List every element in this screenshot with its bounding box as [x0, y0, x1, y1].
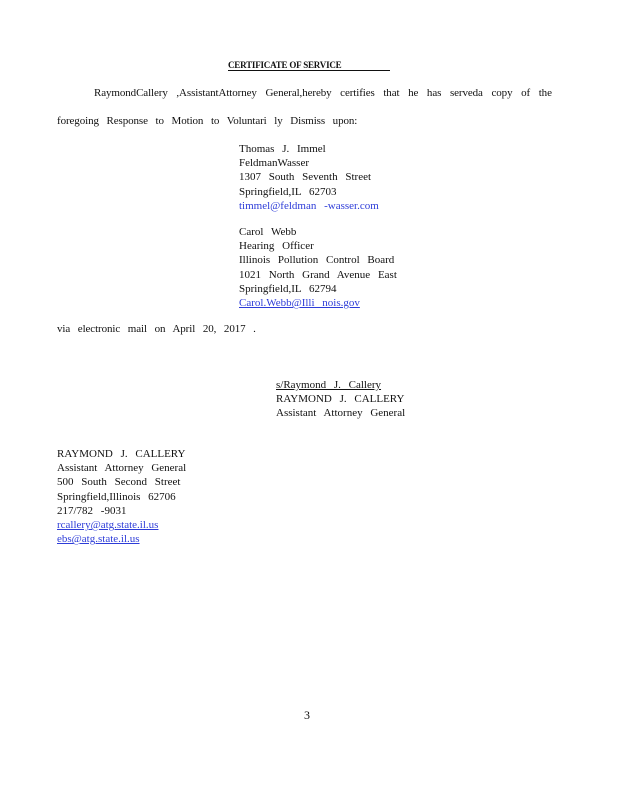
signature-name: RAYMOND J. CALLERY: [276, 393, 405, 406]
hearing-officer-street: 1021 North Grand Avenue East: [239, 268, 397, 281]
sender-phone: 217/782 -9031: [57, 504, 127, 517]
recipient-name: Thomas J. Immel: [239, 143, 326, 155]
intro-line-1: RaymondCallery ,AssistantAttorney General,hereby certifies that he has serveda copy of the: [94, 87, 552, 99]
hearing-officer-org: Illinois Pollution Control Board: [239, 254, 395, 267]
recipient-street: 1307 South Seventh Street: [239, 171, 372, 184]
sender-address-block: [57, 447, 186, 546]
sender-city: Springfield,Illinois 62706: [57, 490, 176, 503]
hearing-officer-name: Carol Webb: [239, 226, 297, 238]
sender-name: RAYMOND J. CALLERY: [57, 448, 186, 460]
recipient-email-link[interactable]: timmel@feldman -wasser.com: [239, 199, 379, 212]
signature-title: Assistant Attorney General: [276, 407, 406, 420]
recipient-address-block: [239, 142, 379, 213]
service-method-line: via electronic mail on April 20, 2017 .: [57, 323, 256, 335]
sender-email-link-1[interactable]: rcallery@atg.state.il.us: [57, 519, 159, 532]
signature-block: [276, 378, 405, 421]
electronic-signature: s/Raymond J. Callery: [276, 379, 382, 391]
intro-line-2: foregoing Response to Motion to Voluntari ly Dismiss upon:: [57, 115, 358, 127]
sender-street: 500 South Second Street: [57, 476, 181, 489]
document-title: CERTIFICATE OF SERVICE: [228, 60, 342, 70]
page-number: 3: [304, 708, 310, 722]
sender-email-link-2[interactable]: ebs@atg.state.il.us: [57, 533, 140, 546]
recipient-firm: FeldmanWasser: [239, 157, 309, 170]
hearing-officer-city: Springfield,IL 62794: [239, 282, 337, 295]
title-underline: [228, 70, 390, 71]
sender-title: Assistant Attorney General: [57, 462, 187, 475]
hearing-officer-role: Hearing Officer: [239, 240, 314, 253]
hearing-officer-email-link[interactable]: Carol.Webb@Illi nois.gov: [239, 297, 360, 310]
recipient-city: Springfield,IL 62703: [239, 185, 337, 198]
hearing-officer-address-block: [239, 225, 397, 310]
